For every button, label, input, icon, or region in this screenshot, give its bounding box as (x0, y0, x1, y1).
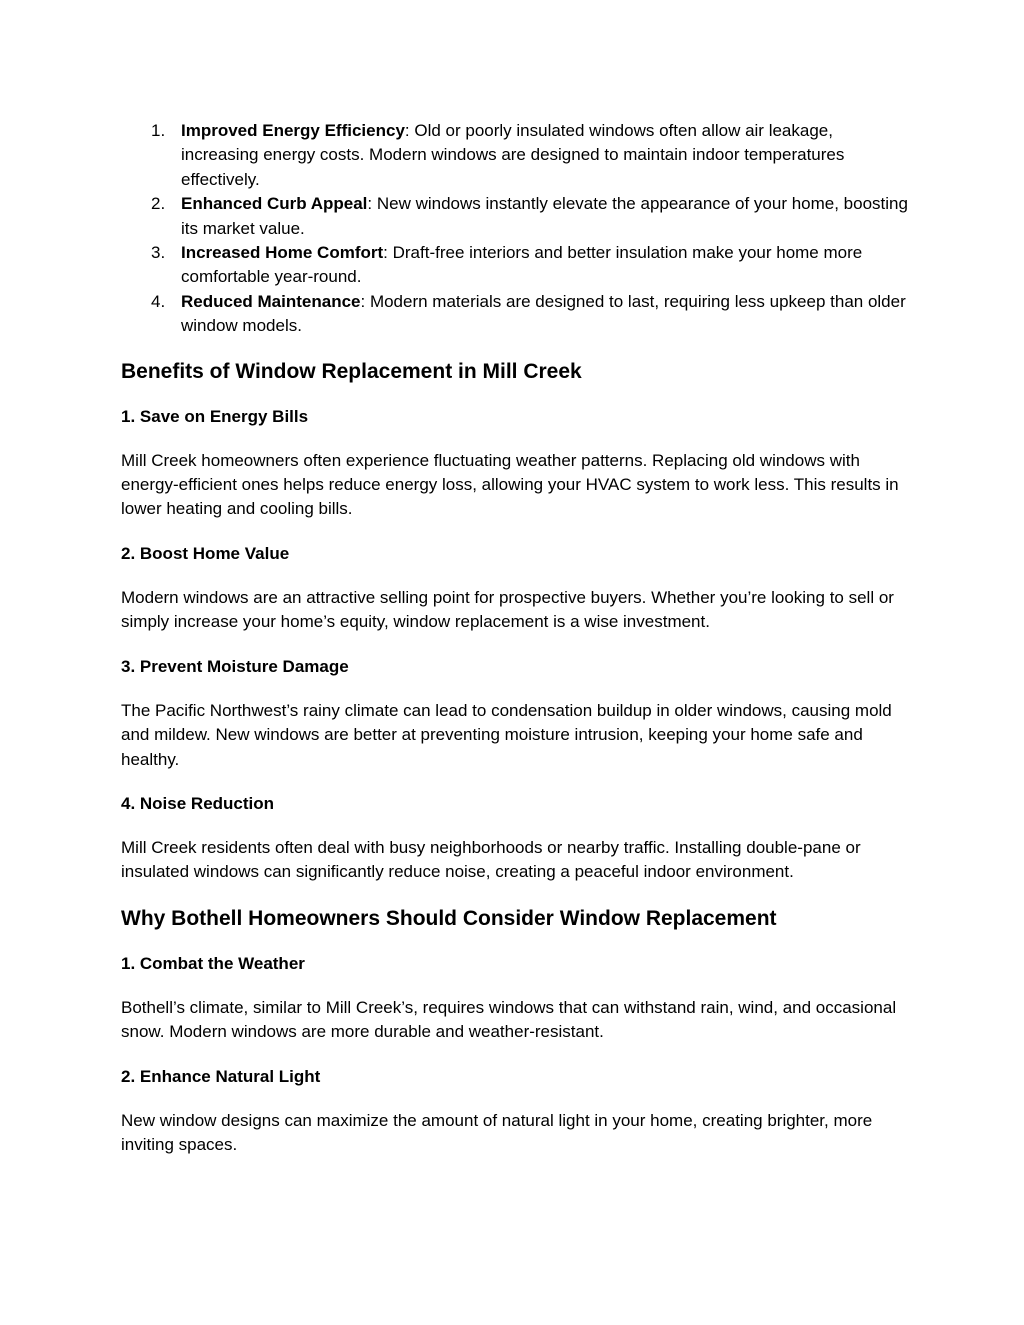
list-number: 2. (151, 194, 166, 214)
subheading: 2. Boost Home Value (121, 543, 290, 563)
section-heading-bothell: Why Bothell Homeowners Should Consider Window Replacement (121, 906, 777, 930)
document-page (121, 119, 911, 1157)
list-text: : New windows instantly elevate the appearance of your home, boosting its market value. (181, 194, 908, 238)
list-number: 4. (151, 291, 166, 311)
list-text: : Old or poorly insulated windows often allow air leakage, increasing energy costs. Modern windows are designed to maintain indoor temperatures effectively. (181, 121, 845, 189)
list-text: : Draft-free interiors and better insulation make your home more comfortable year-round. (181, 243, 863, 287)
paragraph: The Pacific Northwest’s rainy climate can lead to condensation buildup in older windows, causing mold and mildew. New windows are better at preventing moisture intrusion, keeping your home safe and healthy. (121, 700, 892, 769)
subheading: 1. Combat the Weather (121, 953, 305, 973)
list-item (121, 290, 911, 339)
subheading: 4. Noise Reduction (121, 793, 275, 813)
list-term: Improved Energy Efficiency (181, 121, 405, 140)
paragraph: Bothell’s climate, similar to Mill Creek’s, requires windows that can withstand rain, wind, and occasional snow. Modern windows are more durable and weather-resistant. (121, 997, 897, 1042)
paragraph: Mill Creek residents often deal with busy neighborhoods or nearby traffic. Installing double-pane or insulated windows can significantly reduce noise, creating a peaceful indoor environment. (121, 837, 861, 882)
list-term: Increased Home Comfort (181, 243, 384, 263)
paragraph: Modern windows are an attractive selling point for prospective buyers. Whether you’re looking to sell or simply increase your home’s equity, window replacement is a wise investment. (121, 587, 894, 632)
list-item (121, 241, 911, 290)
subheading: 3. Prevent Moisture Damage (121, 656, 349, 676)
section-heading-mill-creek: Benefits of Window Replacement in Mill Creek (121, 359, 582, 383)
list-term: Reduced Maintenance (181, 291, 361, 311)
list-item (121, 119, 911, 192)
paragraph: New window designs can maximize the amount of natural light in your home, creating brighter, more inviting spaces. (121, 1110, 873, 1154)
subheading: 1. Save on Energy Bills (121, 406, 309, 426)
paragraph: Mill Creek homeowners often experience fluctuating weather patterns. Replacing old windows with energy-efficient ones helps reduce energy loss, allowing your HVAC system to work less. This results in lower heating and cooling bills. (121, 450, 899, 519)
benefits-list (121, 119, 911, 339)
list-text: : Modern materials are designed to last, requiring less upkeep than older window models. (181, 291, 906, 336)
list-number: 3. (151, 243, 166, 263)
subheading: 2. Enhance Natural Light (121, 1066, 321, 1086)
list-number: 1. (151, 121, 166, 140)
list-term: Enhanced Curb Appeal (181, 194, 368, 214)
list-item (121, 192, 911, 241)
